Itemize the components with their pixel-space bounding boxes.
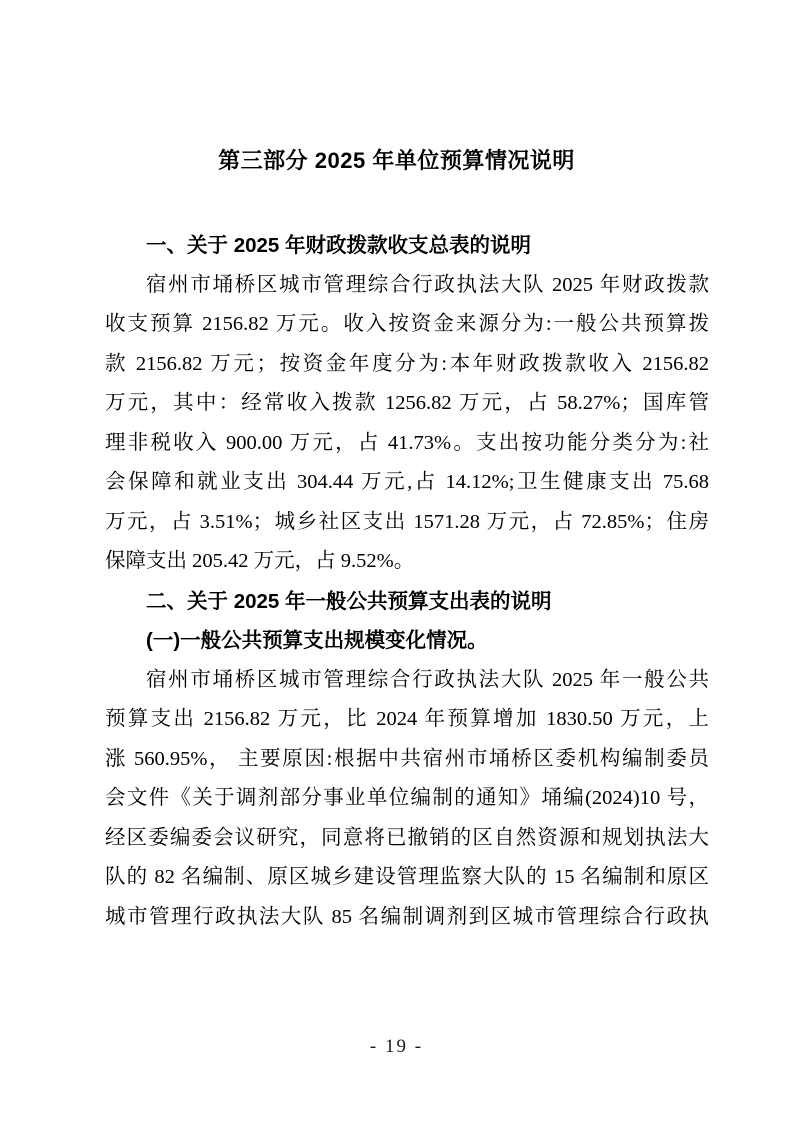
document-body [105, 226, 709, 937]
body-line: 保障支出 205.42 万元，占 9.52%。 [105, 550, 415, 572]
body-line: 会保障和就业支出 304.44 万元,占 14.12%;卫生健康支出 75.68 [105, 471, 709, 493]
section-2-subheading: (一)一般公共预算支出规模变化情况。 [146, 629, 488, 652]
page-number: - 19 - [369, 1036, 424, 1057]
body-line: 理非税收入 900.00 万元，占 41.73%。支出按功能分类分为:社 [105, 431, 709, 454]
body-line: 会文件《关于调剂部分事业单位编制的通知》埇编(2024)10 号， [105, 787, 709, 809]
body-line: 宿州市埇桥区城市管理综合行政执法大队 2025 年财政拨款 [146, 273, 709, 296]
body-line: 万元，其中：经常收入拨款 1256.82 万元，占 58.27%；国库管 [105, 392, 709, 414]
body-line: 经区委编委会议研究，同意将已撤销的区自然资源和规划执法大 [105, 826, 709, 849]
document-title: 第三部分 2025 年单位预算情况说明 [218, 148, 575, 173]
body-line: 宿州市埇桥区城市管理综合行政执法大队 2025 年一般公共 [146, 668, 709, 691]
body-line: 队的 82 名编制、原区城乡建设管理监察大队的 15 名编制和原区 [105, 866, 709, 888]
body-line: 预算支出 2156.82 万元，比 2024 年预算增加 1830.50 万元，上 [105, 708, 709, 730]
section-2-heading: 二、关于 2025 年一般公共预算支出表的说明 [146, 589, 552, 613]
body-line: 城市管理行政执法大队 85 名编制调剂到区城市管理综合行政执 [105, 905, 709, 928]
body-line: 万元，占 3.51%；城乡社区支出 1571.28 万元，占 72.85%；住房 [105, 510, 709, 533]
body-line: 收支预算 2156.82 万元。收入按资金来源分为:一般公共预算拨 [105, 313, 709, 335]
body-line: 款 2156.82 万元；按资金年度分为:本年财政拨款收入 2156.82 [105, 352, 709, 375]
body-line: 涨 560.95%， 主要原因:根据中共宿州市埇桥区委机构编制委员 [105, 747, 709, 770]
section-1-heading: 一、关于 2025 年财政拨款收支总表的说明 [146, 234, 531, 257]
